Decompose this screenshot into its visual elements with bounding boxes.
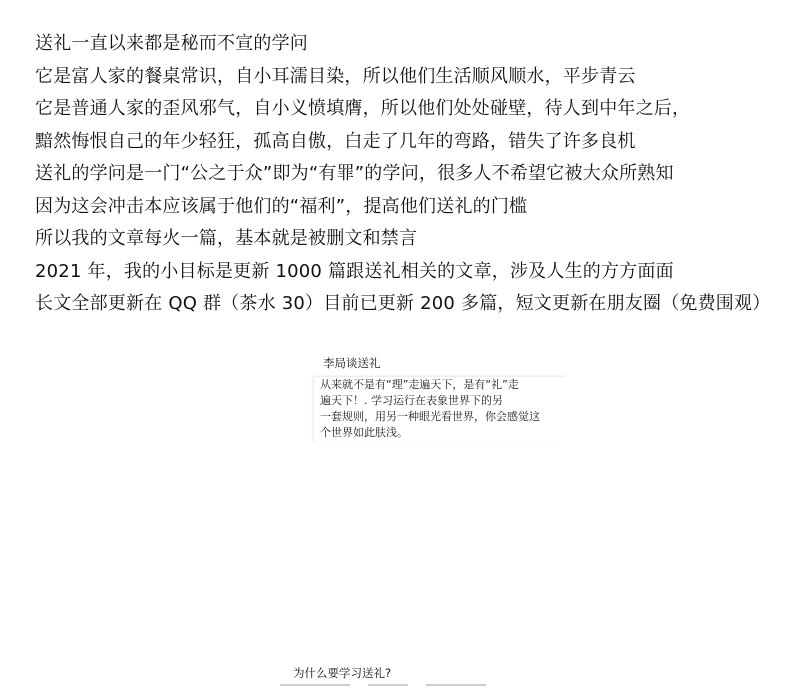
text-line: 送礼的学问是一门“公之于众”即为“有罪”的学问，很多人不希望它被大众所熟知: [35, 163, 674, 184]
text-line: 2021 年，我的小目标是更新 1000 篇跟送礼相关的文章，涉及人生的方方面面: [35, 260, 674, 282]
text-line: 送礼一直以来都是秘而不宣的学问: [35, 33, 308, 54]
main-text-block: [35, 28, 790, 321]
cutoff-mark: [426, 684, 486, 686]
text-line: 因为这会冲击本应该属于他们的“福利”，提高他们送礼的门槛: [35, 195, 528, 217]
post-body-line: 遍天下！. 学习运行在表象世界下的另: [320, 394, 503, 407]
post-body-line: 一套规则，用另一种眼光看世界，你会感觉这: [320, 410, 540, 423]
text-line: 黯然悔恨自己的年少轻狂，孤高自傲，白走了几年的弯路，错失了许多良机: [35, 130, 636, 152]
cutoff-mark: [280, 684, 350, 686]
post-author-name: 李局谈送礼: [323, 356, 381, 370]
footer-question: 为什么要学习送礼?: [293, 666, 392, 680]
text-line: 它是富人家的餐桌常识，自小耳濡目染，所以他们生活顺风顺水，平步青云: [35, 65, 636, 87]
cutoff-text-fragment: [280, 684, 520, 690]
post-body-line: 个世界如此肤浅。: [320, 426, 408, 439]
post-body-line: 从来就不是有“理”走遍天下，是有“礼”走: [320, 378, 519, 391]
text-line: 它是普通人家的歪风邪气，自小义愤填膺，所以他们处处碰壁，待人到中年之后，: [35, 98, 691, 119]
cutoff-mark: [368, 684, 408, 686]
post-body: [314, 377, 566, 443]
text-line: 所以我的文章每火一篇，基本就是被删文和禁言: [35, 228, 418, 249]
text-line: 长文全部更新在 QQ 群（茶水 30）目前已更新 200 多篇，短文更新在朋友圈（免费围观）: [35, 293, 771, 314]
